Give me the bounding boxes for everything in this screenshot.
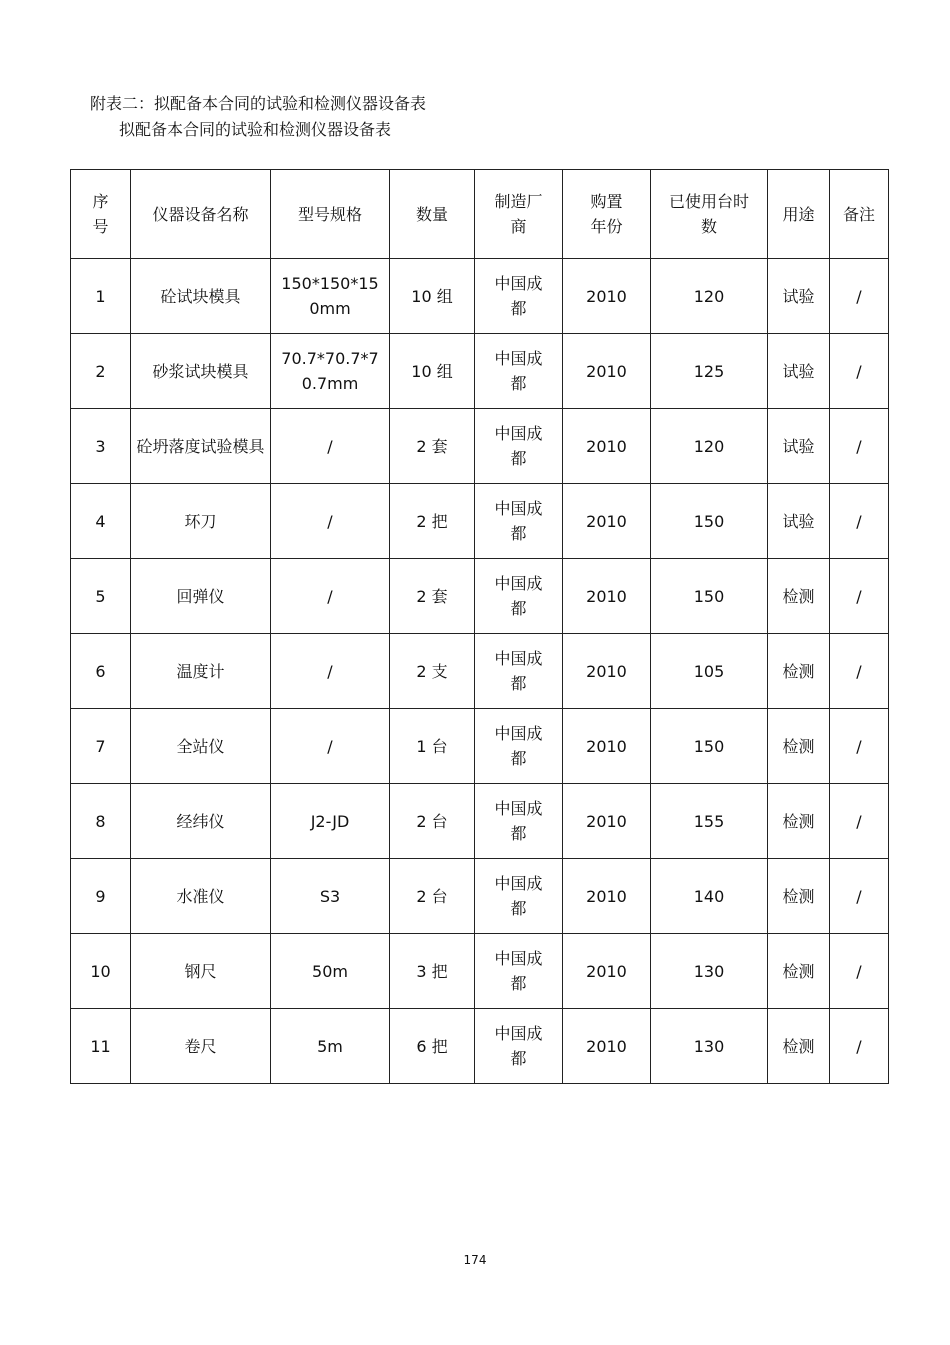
cell-purpose: 检测 bbox=[768, 634, 830, 709]
table-title: 拟配备本合同的试验和检测仪器设备表 bbox=[119, 120, 392, 139]
cell-remarks: / bbox=[830, 784, 889, 859]
cell-equipment-name: 砼试块模具 bbox=[131, 259, 271, 334]
cell-hours-used: 155 bbox=[651, 784, 768, 859]
cell-hours-used: 125 bbox=[651, 334, 768, 409]
cell-model-spec: / bbox=[271, 484, 390, 559]
cell-quantity: 2 台 bbox=[390, 859, 475, 934]
equipment-table bbox=[70, 169, 889, 1084]
table-row bbox=[71, 484, 889, 559]
cell-purpose: 检测 bbox=[768, 559, 830, 634]
header-purpose: 用途 bbox=[768, 170, 830, 259]
cell-hours-used: 120 bbox=[651, 259, 768, 334]
cell-quantity: 2 套 bbox=[390, 409, 475, 484]
header-remarks: 备注 bbox=[830, 170, 889, 259]
cell-purchase-year: 2010 bbox=[563, 784, 651, 859]
cell-equipment-name: 环刀 bbox=[131, 484, 271, 559]
cell-model-spec: / bbox=[271, 709, 390, 784]
cell-remarks: / bbox=[830, 859, 889, 934]
cell-quantity: 10 组 bbox=[390, 334, 475, 409]
cell-purchase-year: 2010 bbox=[563, 259, 651, 334]
cell-serial: 2 bbox=[71, 334, 131, 409]
cell-equipment-name: 回弹仪 bbox=[131, 559, 271, 634]
cell-purpose: 检测 bbox=[768, 1009, 830, 1084]
cell-model-spec: / bbox=[271, 409, 390, 484]
table-row bbox=[71, 1009, 889, 1084]
cell-model-spec: S3 bbox=[271, 859, 390, 934]
cell-serial: 11 bbox=[71, 1009, 131, 1084]
cell-quantity: 2 支 bbox=[390, 634, 475, 709]
cell-equipment-name: 卷尺 bbox=[131, 1009, 271, 1084]
cell-purchase-year: 2010 bbox=[563, 634, 651, 709]
cell-serial: 1 bbox=[71, 259, 131, 334]
cell-equipment-name: 全站仪 bbox=[131, 709, 271, 784]
cell-equipment-name: 砼坍落度试验模具 bbox=[131, 409, 271, 484]
cell-quantity: 6 把 bbox=[390, 1009, 475, 1084]
cell-manufacturer: 中国成都 bbox=[475, 409, 563, 484]
cell-model-spec: / bbox=[271, 634, 390, 709]
cell-manufacturer: 中国成都 bbox=[475, 484, 563, 559]
cell-purpose: 检测 bbox=[768, 709, 830, 784]
cell-equipment-name: 砂浆试块模具 bbox=[131, 334, 271, 409]
cell-hours-used: 120 bbox=[651, 409, 768, 484]
cell-manufacturer: 中国成都 bbox=[475, 259, 563, 334]
cell-hours-used: 130 bbox=[651, 934, 768, 1009]
cell-serial: 7 bbox=[71, 709, 131, 784]
document-title: 附表二：拟配备本合同的试验和检测仪器设备表 bbox=[90, 94, 427, 113]
cell-quantity: 2 套 bbox=[390, 559, 475, 634]
cell-remarks: / bbox=[830, 334, 889, 409]
cell-quantity: 2 把 bbox=[390, 484, 475, 559]
cell-remarks: / bbox=[830, 934, 889, 1009]
cell-purchase-year: 2010 bbox=[563, 859, 651, 934]
cell-serial: 4 bbox=[71, 484, 131, 559]
cell-purpose: 检测 bbox=[768, 784, 830, 859]
page-number: 174 bbox=[463, 1253, 487, 1267]
cell-purchase-year: 2010 bbox=[563, 1009, 651, 1084]
header-manufacturer: 制造厂商 bbox=[475, 170, 563, 259]
table-row bbox=[71, 259, 889, 334]
cell-manufacturer: 中国成都 bbox=[475, 559, 563, 634]
cell-purpose: 试验 bbox=[768, 409, 830, 484]
cell-equipment-name: 水准仪 bbox=[131, 859, 271, 934]
cell-serial: 5 bbox=[71, 559, 131, 634]
cell-hours-used: 150 bbox=[651, 709, 768, 784]
cell-remarks: / bbox=[830, 559, 889, 634]
cell-serial: 9 bbox=[71, 859, 131, 934]
cell-manufacturer: 中国成都 bbox=[475, 1009, 563, 1084]
header-quantity: 数量 bbox=[390, 170, 475, 259]
cell-model-spec: / bbox=[271, 559, 390, 634]
cell-remarks: / bbox=[830, 484, 889, 559]
cell-remarks: / bbox=[830, 634, 889, 709]
cell-manufacturer: 中国成都 bbox=[475, 709, 563, 784]
table-row bbox=[71, 634, 889, 709]
cell-hours-used: 130 bbox=[651, 1009, 768, 1084]
table-row bbox=[71, 334, 889, 409]
table-row bbox=[71, 934, 889, 1009]
cell-manufacturer: 中国成都 bbox=[475, 784, 563, 859]
cell-model-spec: 50m bbox=[271, 934, 390, 1009]
cell-hours-used: 150 bbox=[651, 484, 768, 559]
table-row bbox=[71, 709, 889, 784]
cell-remarks: / bbox=[830, 409, 889, 484]
table-row bbox=[71, 559, 889, 634]
table-header-row bbox=[71, 170, 889, 259]
cell-model-spec: J2-JD bbox=[271, 784, 390, 859]
cell-model-spec: 5m bbox=[271, 1009, 390, 1084]
table-row bbox=[71, 409, 889, 484]
header-serial: 序号 bbox=[71, 170, 131, 259]
cell-purpose: 试验 bbox=[768, 259, 830, 334]
cell-purpose: 检测 bbox=[768, 934, 830, 1009]
table-row bbox=[71, 859, 889, 934]
cell-remarks: / bbox=[830, 259, 889, 334]
table-body bbox=[71, 259, 889, 1084]
cell-purchase-year: 2010 bbox=[563, 334, 651, 409]
cell-model-spec: 70.7*70.7*70.7mm bbox=[271, 334, 390, 409]
cell-purpose: 试验 bbox=[768, 484, 830, 559]
header-equipment-name: 仪器设备名称 bbox=[131, 170, 271, 259]
cell-equipment-name: 经纬仪 bbox=[131, 784, 271, 859]
cell-purpose: 检测 bbox=[768, 859, 830, 934]
cell-quantity: 10 组 bbox=[390, 259, 475, 334]
cell-equipment-name: 温度计 bbox=[131, 634, 271, 709]
header-hours-used: 已使用台时数 bbox=[651, 170, 768, 259]
cell-purchase-year: 2010 bbox=[563, 709, 651, 784]
cell-manufacturer: 中国成都 bbox=[475, 634, 563, 709]
cell-manufacturer: 中国成都 bbox=[475, 934, 563, 1009]
cell-manufacturer: 中国成都 bbox=[475, 859, 563, 934]
cell-purchase-year: 2010 bbox=[563, 409, 651, 484]
cell-quantity: 1 台 bbox=[390, 709, 475, 784]
cell-hours-used: 150 bbox=[651, 559, 768, 634]
cell-purpose: 试验 bbox=[768, 334, 830, 409]
cell-serial: 6 bbox=[71, 634, 131, 709]
cell-hours-used: 140 bbox=[651, 859, 768, 934]
cell-serial: 3 bbox=[71, 409, 131, 484]
cell-quantity: 2 台 bbox=[390, 784, 475, 859]
cell-quantity: 3 把 bbox=[390, 934, 475, 1009]
header-model-spec: 型号规格 bbox=[271, 170, 390, 259]
cell-hours-used: 105 bbox=[651, 634, 768, 709]
cell-equipment-name: 钢尺 bbox=[131, 934, 271, 1009]
cell-model-spec: 150*150*150mm bbox=[271, 259, 390, 334]
cell-purchase-year: 2010 bbox=[563, 484, 651, 559]
cell-purchase-year: 2010 bbox=[563, 559, 651, 634]
cell-manufacturer: 中国成都 bbox=[475, 334, 563, 409]
cell-serial: 8 bbox=[71, 784, 131, 859]
table-row bbox=[71, 784, 889, 859]
cell-remarks: / bbox=[830, 709, 889, 784]
cell-purchase-year: 2010 bbox=[563, 934, 651, 1009]
header-purchase-year: 购置年份 bbox=[563, 170, 651, 259]
cell-remarks: / bbox=[830, 1009, 889, 1084]
cell-serial: 10 bbox=[71, 934, 131, 1009]
